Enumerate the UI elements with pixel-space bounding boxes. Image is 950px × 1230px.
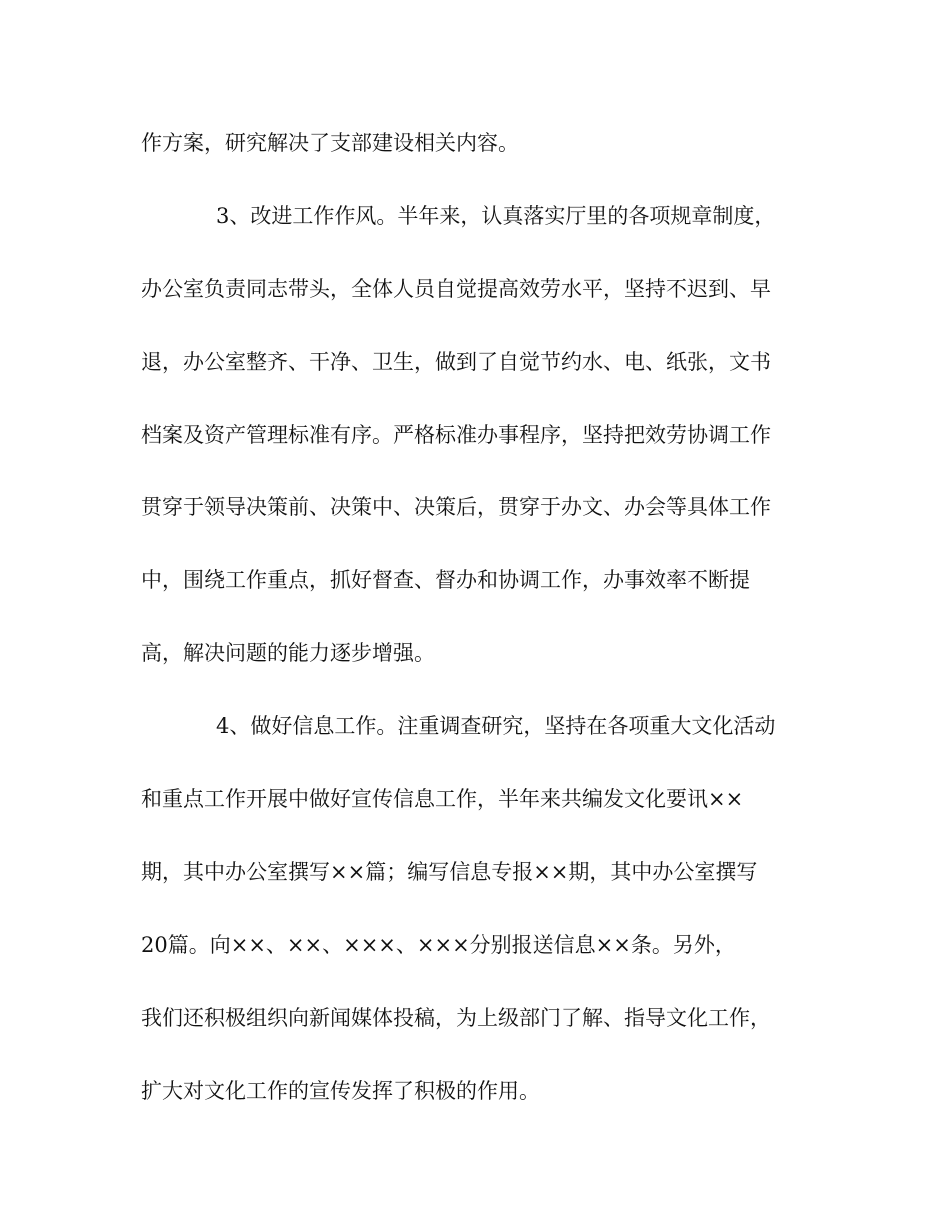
text-line: 办公室负责同志带头，全体人员自觉提高效劳水平，坚持不迟到、早 <box>141 277 771 301</box>
text-line: 高，解决问题的能力逐步增强。 <box>141 641 435 665</box>
text-line: 和重点工作开展中做好宣传信息工作，半年来共编发文化要讯×× <box>141 787 744 811</box>
text-line: 贯穿于领导决策前、决策中、决策后，贯穿于办文、办会等具体工作 <box>141 495 771 519</box>
paragraph-3-start: 3、改进工作作风。半年来，认真落实厅里的各项规章制度， <box>216 204 776 228</box>
text-line: 中，围绕工作重点，抓好督查、督办和协调工作，办事效率不断提 <box>141 568 750 592</box>
text-line: 扩大对文化工作的宣传发挥了积极的作用。 <box>141 1079 540 1103</box>
text-line: 退，办公室整齐、干净、卫生，做到了自觉节约水、电、纸张，文书 <box>141 350 771 374</box>
text-line: 档案及资产管理标准有序。严格标准办事程序，坚持把效劳协调工作 <box>141 423 771 447</box>
paragraph-4-start: 4、做好信息工作。注重调查研究，坚持在各项重大文化活动 <box>216 714 776 738</box>
text-line: 作方案，研究解决了支部建设相关内容。 <box>141 131 519 155</box>
text-line: 我们还积极组织向新闻媒体投稿，为上级部门了解、指导文化工作， <box>141 1006 771 1030</box>
text-line: 20篇。向××、××、×××、×××分别报送信息××条。另外， <box>141 933 736 957</box>
text-line: 期，其中办公室撰写××篇；编写信息专报××期，其中办公室撰写 <box>141 860 758 884</box>
